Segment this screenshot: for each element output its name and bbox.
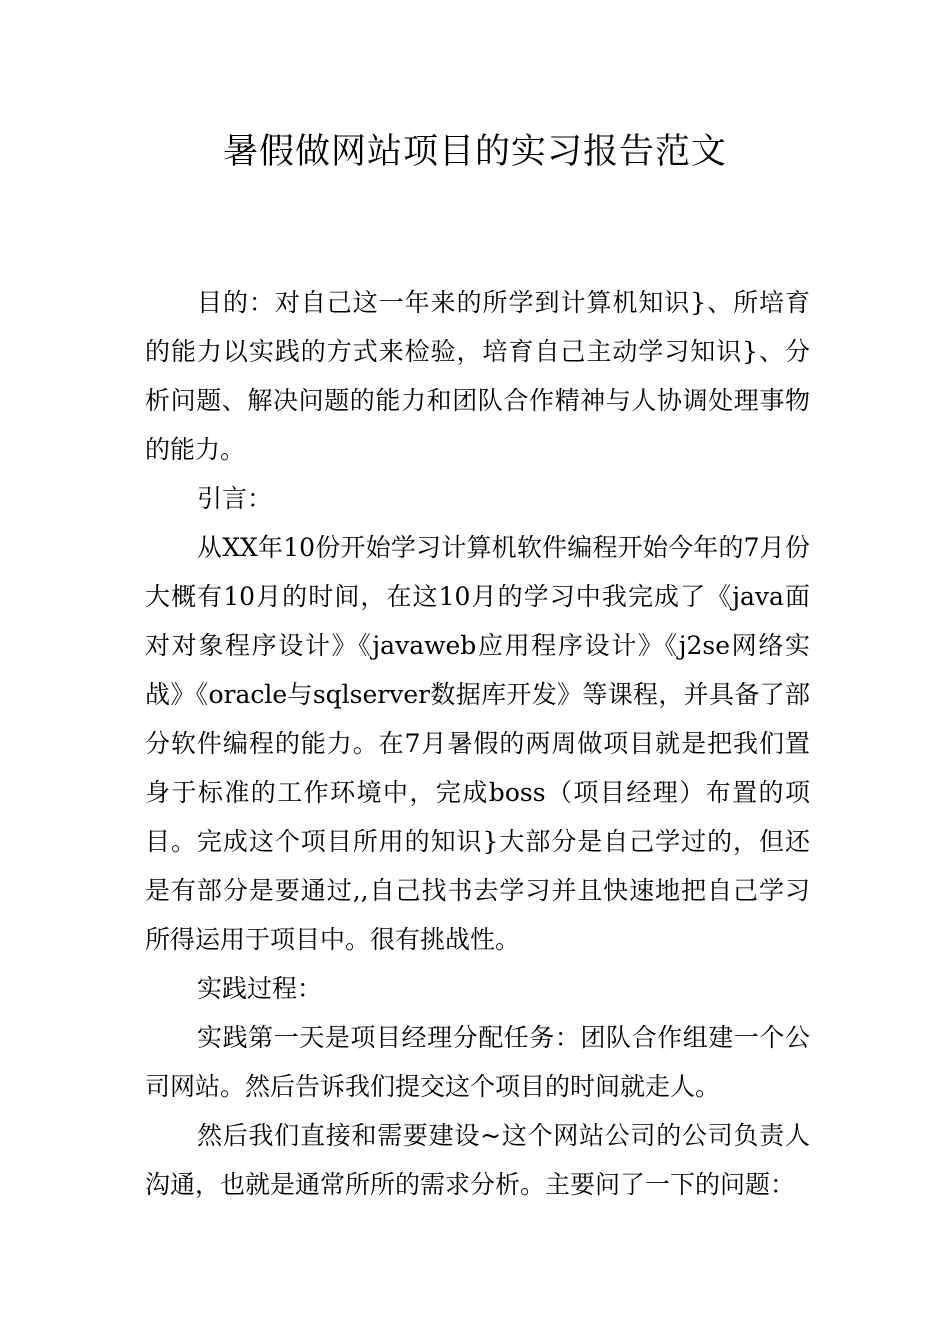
paragraph-intro-heading: 引言：	[197, 484, 273, 513]
paragraph-practice-day-one: 实践第一天是项目经理分配任务：团队合作组建一个公司网站。然后告诉我们提交这个项目的时间就走人。	[145, 1023, 810, 1101]
paragraph-practice-heading: 实践过程：	[197, 974, 323, 1003]
document-body	[145, 278, 810, 1209]
paragraph-requirements: 然后我们直接和需要建设~这个网站公司的公司负责人沟通，也就是通常所所的需求分析。主要问了一下的问题：	[145, 1121, 810, 1199]
paragraph-purpose: 目的：对自己这一年来的所学到计算机知识}、所培育的能力以实践的方式来检验，培育自己主动学习知识}、分析问题、解决问题的能力和团队合作精神与人协调处理事物的能力。	[145, 288, 810, 464]
paragraph-intro: 从XX年10份开始学习计算机软件编程开始今年的7月份大概有10月的时间，在这10月的学习中我完成了《java面对对象程序设计》《javaweb应用程序设计》《j2se网络实战》《oracle与sqlserver数据库开发》等课程，并具备了部分软件编程的能力。在7月暑假的两周做项目就是把我们置身于标准的工作环境中，完成boss（项目经理）布置的项目。完成这个项目所用的知识}大部分是自己学过的，但还是有部分是要通过,,自己找书去学习并且快速地把自己学习所得运用于项目中。很有挑战性。	[145, 533, 810, 954]
document-title: 暑假做网站项目的实习报告范文	[222, 132, 727, 172]
